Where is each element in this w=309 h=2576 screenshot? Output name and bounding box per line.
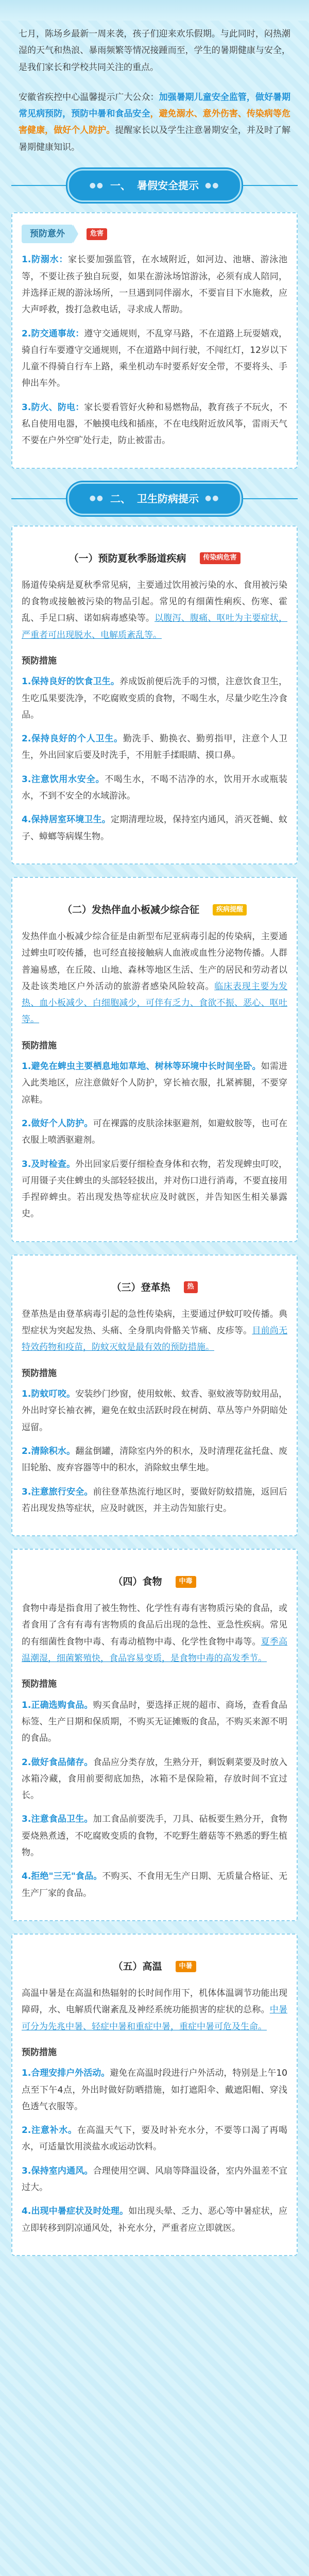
measure-2: 2.清除积水。翻盆倒罐，清除室内外的积水，及时清理花盆托盘、废旧轮胎、废弃容器等中的积水，消除蚊虫孳生地。 [22, 1446, 287, 1473]
card-title: （三）登革热 [111, 1281, 170, 1293]
card-sfts [11, 877, 298, 1242]
measure-2: 2.注意补水。在高温天气下，要及时补充水分，不要等口渴了再喝水，可适量饮用淡盐水或运动饮料。 [22, 2125, 287, 2153]
card-badge: 危害 [87, 228, 107, 240]
item-drowning: 1.防溺水：家长要加强监管，在水域附近，如河边、池塘、游泳池等，不要让孩子独自玩耍，如果在游泳场馆游泳，必须有成人陪同，并选择正规的游泳场所，一旦遇到同伴溺水，不要盲目下水施救，应大声呼救，拨打急救电话，寻求成人帮助。 [22, 255, 287, 315]
card-title: （一）预防夏秋季肠道疾病 [68, 552, 186, 564]
card-dengue [11, 1255, 298, 1536]
card-badge: 中毒 [176, 1576, 196, 1588]
card-badge: 热 [184, 1281, 198, 1293]
measure-3: 3.注意旅行安全。前往登革热流行地区时，要做好防蚊措施，返回后若出现发热等症状，应及时就医，并主动告知旅行史。 [22, 1486, 287, 1514]
card-badge: 中暑 [176, 1961, 196, 1973]
card-intestinal [11, 526, 298, 865]
measure-1: 1.合理安排户外活动。避免在高温时段进行户外活动，特别是上午10点至下午4点，外出时做好防晒措施，如打遮阳伞、戴遮阳帽、穿浅色透气衣服等。 [22, 2068, 287, 2112]
card-badge: 疾病提醒 [213, 904, 247, 916]
card-food [11, 1549, 298, 1921]
article [5, 21, 304, 2576]
card-body: 食物中毒是指食用了被生物性、化学性有毒有害物质污染的食品，或者食用了含有有毒有害物质的食品后出现的急性、亚急性疾病。常见的有细菌性食物中毒、有毒动植物中毒、化学性食物中毒等。夏季高温潮湿，细菌繁殖快，食品容易变质，是食物中毒的高发季节。 [22, 1603, 288, 1664]
measure-3: 3.及时检查。外出回家后要仔细检查身体和衣物，若发现蜱虫叮咬，可用镊子夹住蜱虫的头部轻轻拔出，并对伤口进行消毒，不要直接用手捏碎蜱虫。若出现发热等症状应及时就医，并告知医生相关暴露史。 [22, 1159, 287, 1219]
measure-1: 1.避免在蜱虫主要栖息地如草地、树林等环境中长时间坐卧。如需进入此类地区，应注意做好个人防护，穿长袖衣服，扎紧裤腿，不要穿凉鞋。 [22, 1061, 287, 1105]
measures-title: 预防措施 [22, 2047, 57, 2058]
measure-3: 3.保持室内通风。合理使用空调、风扇等降温设备，室内外温差不宜过大。 [22, 2165, 287, 2193]
measure-2: 2.做好食品储存。食品应分类存放，生熟分开，剩饭剩菜要及时放入冰箱冷藏，食用前要彻底加热，冰箱不是保险箱，存放时间不宜过长。 [22, 1757, 287, 1801]
card-body: 高温中暑是在高温和热辐射的长时间作用下，机体体温调节功能出现障碍，水、电解质代谢紊乱及神经系统功能损害的症状的总称。中暑可分为先兆中暑、轻症中暑和重症中暑，重症中暑可危及生命。 [22, 1988, 288, 2032]
measure-4: 4.拒绝"三无"食品。不购买、不食用无生产日期、无质量合格证、无生产厂家的食品。 [22, 1871, 287, 1899]
card-prevent-accidents [11, 212, 298, 469]
measure-2: 2.保持良好的个人卫生。勤洗手、勤换衣、勤剪指甲，注意个人卫生，外出回家后要及时洗手，不用脏手揉眼睛、摸口鼻。 [22, 734, 287, 761]
item-fire: 3.防火、防电：家长要看管好火种和易燃物品，教育孩子不玩火，不私自使用电器，不触摸电线和插座，不在电线附近放风筝，雷雨天气不要在户外空旷处行走，防止被雷击。 [22, 402, 287, 446]
measure-1: 1.防蚊叮咬。安装纱门纱窗，使用蚊帐、蚊香、驱蚊液等防蚊用品，外出时穿长袖衣裤，避免在蚊虫活跃时段在树荫、草丛等户外阴暗处逗留。 [22, 1389, 287, 1433]
measure-4: 4.保持居室环境卫生。定期清理垃圾，保持室内通风，消灭苍蝇、蚊子、蟑螂等病媒生物。 [22, 815, 288, 842]
top-decoration [0, 0, 309, 21]
card-badge: 传染病危害 [200, 552, 241, 564]
card-body: 肠道传染病是夏秋季常见病，主要通过饮用被污染的水、食用被污染的食物或接触被污染的物品引起。常见的有细菌性痢疾、伤寒、霍乱、手足口病、诺如病毒感染等。以腹泻、腹痛、呕吐为主要症状，严重者可出现脱水、电解质紊乱等。 [22, 580, 288, 640]
item-traffic: 2.防交通事故：遵守交通规则，不乱穿马路，不在道路上玩耍嬉戏，骑自行车要遵守交通规则，不在道路中间行驶，不闯红灯，12岁以下儿童不得骑自行车上路，乘坐机动车时要系好安全带，不要将头、手伸出车外。 [22, 328, 287, 389]
measures-title: 预防措施 [22, 1368, 57, 1379]
section-banner-safety: ●● 一、 暑假安全提示 ●● [11, 169, 298, 202]
measures-title: 预防措施 [22, 1679, 57, 1690]
card-heat [11, 1934, 298, 2256]
intro [11, 21, 298, 156]
card-title: （四）食物 [113, 1576, 162, 1588]
card-tag: 预防意外 [22, 225, 73, 243]
measure-3: 3.注意食品卫生。加工食品前要洗手，刀具、砧板要生熟分开，食物要烧熟煮透，不吃腐败变质的食物，不吃野生蘑菇等不熟悉的野生植物。 [22, 1814, 287, 1858]
measures-title: 预防措施 [22, 1040, 57, 1051]
measure-4: 4.出现中暑症状及时处理。如出现头晕、乏力、恶心等中暑症状，应立即转移到阴凉通风处，补充水分，严重者应立即就医。 [22, 2206, 287, 2233]
card-body: 登革热是由登革病毒引起的急性传染病，主要通过伊蚊叮咬传播。典型症状为突起发热、头痛、全身肌肉骨骼关节痛、皮疹等。目前尚无特效药物和疫苗，防蚊灭蚊是最有效的预防措施。 [22, 1309, 288, 1353]
card-title: （五）高温 [113, 1960, 162, 1972]
measure-3: 3.注意饮用水安全。不喝生水，不喝不洁净的水，饮用开水或瓶装水，不到不安全的水域游泳。 [22, 774, 287, 801]
measure-1: 1.保持良好的饮食卫生。养成饭前便后洗手的习惯，注意饮食卫生，生吃瓜果要洗净，不吃腐败变质的食物，不喝生水，尽量少吃生冷食品。 [22, 676, 287, 720]
measure-1: 1.正确选购食品。购买食品时，要选择正规的超市、商场，查看食品标签、生产日期和保质期，不购买无证摊贩的食品，不购买来源不明的食品。 [22, 1700, 287, 1744]
intro-paragraph-1: 七月，陈场乡最新一周来袭，孩子们迎来欢乐假期。与此同时，闷热潮湿的天气和热浪、暴雨频繁等情况接踵而至，学生的暑期健康与安全，是我们家长和学校共同关注的重点。 [19, 29, 290, 73]
card-body: 发热伴血小板减少综合征是由新型布尼亚病毒引起的传染病，主要通过蜱虫叮咬传播，也可经直接接触病人血液或血性分泌物传播。人群普遍易感，在丘陵、山地、森林等地区生活、生产的居民和劳动者以及赴该类地区户外活动的旅游者感染风险较高。临床表现主要为发热、血小板减少、白细胞减少，可伴有乏力、食欲不振、恶心、呕吐等。 [22, 931, 287, 1025]
measures-title: 预防措施 [22, 655, 57, 666]
measure-2: 2.做好个人防护。可在裸露的皮肤涂抹驱避剂，如避蚊胺等，也可在衣服上喷洒驱避剂。 [22, 1118, 287, 1146]
section-banner-disease: ●● 二、 卫生防病提示 ●● [11, 482, 298, 515]
card-title: （二）发热伴血小板减少综合征 [62, 904, 199, 916]
intro-paragraph-2: 安徽省疾控中心温馨提示广大公众：加强暑期儿童安全监管，做好暑期常见病预防，预防中暑和食品安全，避免溺水、意外伤害、传染病等危害健康，做好个人防护。提醒家长以及学生注意暑期安全，并及时了解暑期健康知识。 [19, 92, 291, 152]
